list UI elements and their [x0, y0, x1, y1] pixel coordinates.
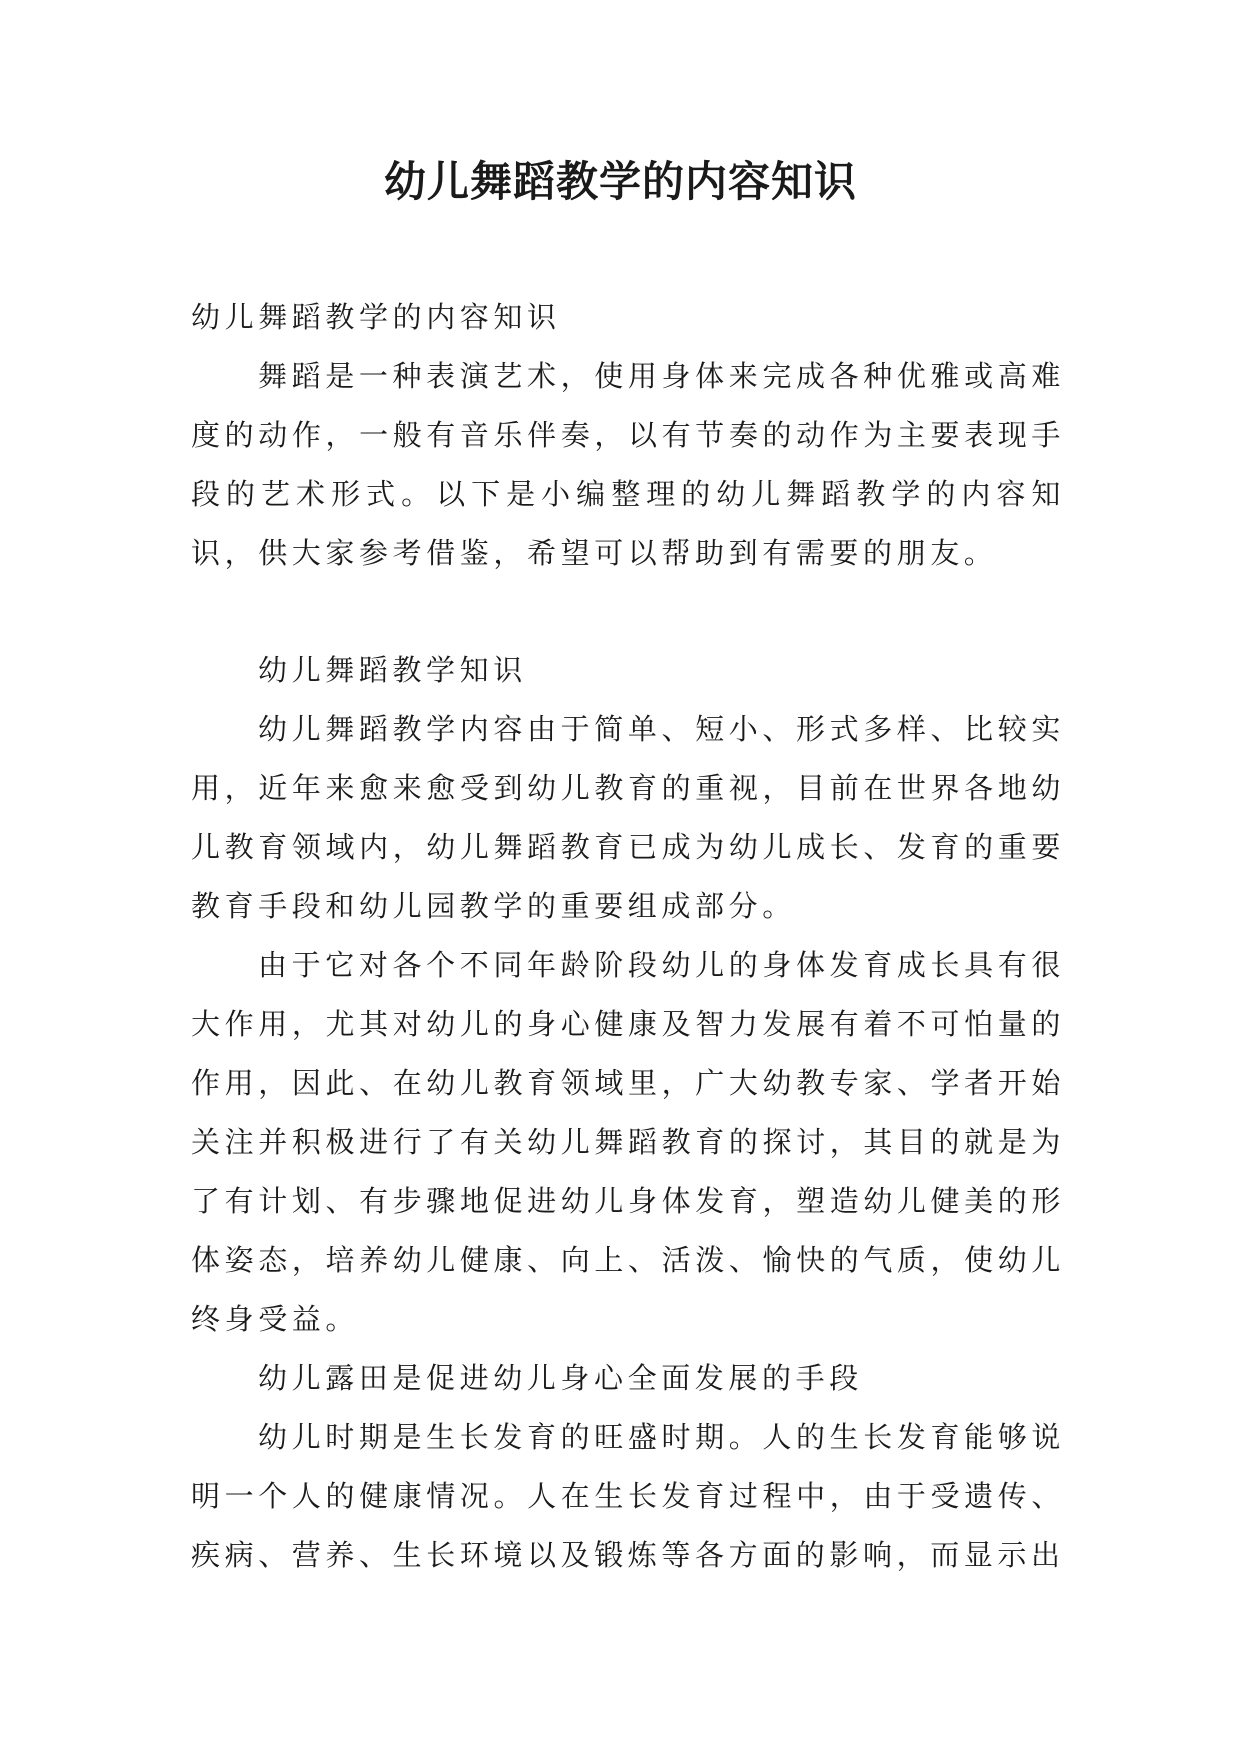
document-body	[191, 288, 1065, 1585]
intro-heading: 幼儿舞蹈教学的内容知识	[191, 300, 561, 334]
document-title: 幼儿舞蹈教学的内容知识	[383, 157, 857, 206]
section-heading-development: 幼儿露田是促进幼儿身心全面发展的手段	[258, 1361, 863, 1395]
section-heading-knowledge: 幼儿舞蹈教学知识	[258, 653, 527, 687]
intro-paragraph: 舞蹈是一种表演艺术，使用身体来完成各种优雅或高难度的动作，一般有音乐伴奏，以有节奏的动作为主要表现手段的艺术形式。以下是小编整理的幼儿舞蹈教学的内容知识，供大家参考借鉴，希望可以帮助到有需要的朋友。	[191, 359, 1065, 570]
development-paragraph: 幼儿时期是生长发育的旺盛时期。人的生长发育能够说明一个人的健康情况。人在生长发育过程中，由于受遗传、疾病、营养、生长环境以及锻炼等各方面的影响，而显示出	[191, 1420, 1065, 1572]
knowledge-paragraph: 幼儿舞蹈教学内容由于简单、短小、形式多样、比较实用，近年来愈来愈受到幼儿教育的重视，目前在世界各地幼儿教育领域内，幼儿舞蹈教育已成为幼儿成长、发育的重要教育手段和幼儿园教学的重要组成部分。	[191, 712, 1065, 923]
importance-paragraph: 由于它对各个不同年龄阶段幼儿的身体发育成长具有很大作用，尤其对幼儿的身心健康及智力发展有着不可怕量的作用，因此、在幼儿教育领域里，广大幼教专家、学者开始关注并积极进行了有关幼儿舞蹈教育的探讨，其目的就是为了有计划、有步骤地促进幼儿身体发育，塑造幼儿健美的形体姿态，培养幼儿健康、向上、活泼、愉快的气质，使幼儿终身受益。	[191, 948, 1065, 1336]
